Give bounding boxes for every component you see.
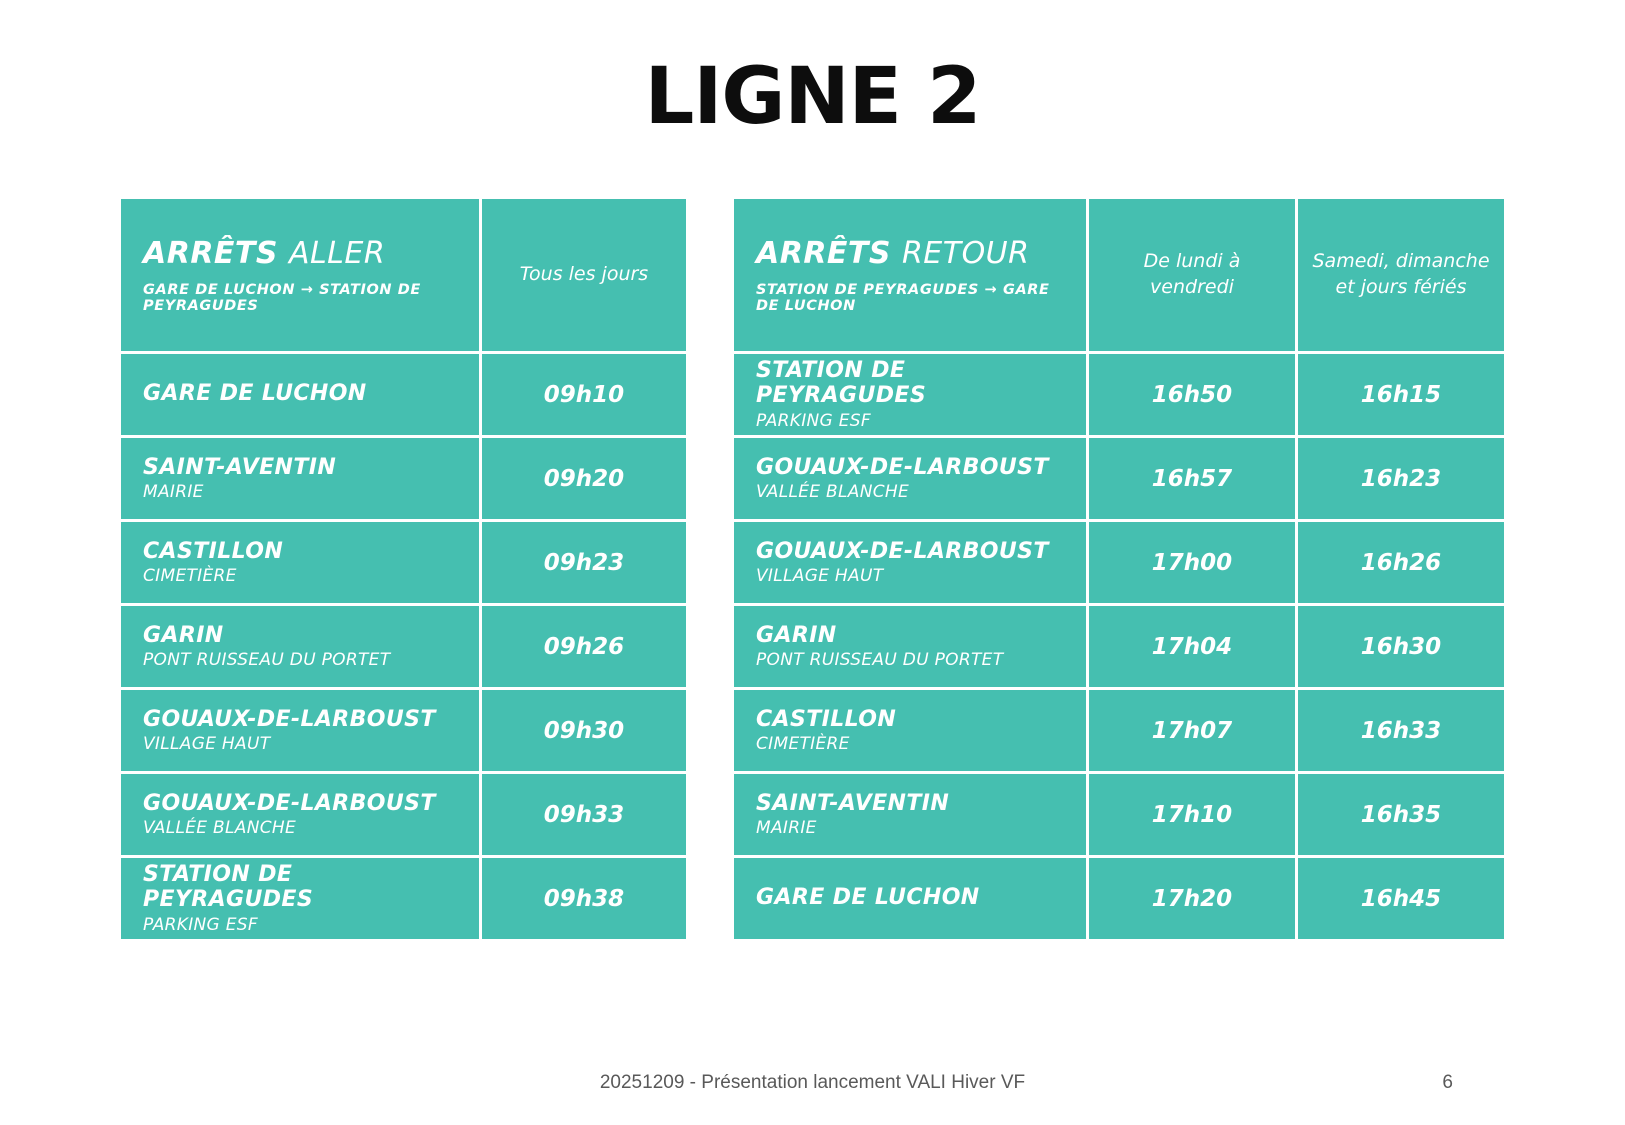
retour-time-column-header-weekend: Samedi, dimanche et jours fériés [1298, 199, 1504, 351]
stop-cell [734, 606, 1086, 687]
aller-header-title [143, 237, 457, 270]
table-row [734, 858, 1504, 939]
aller-header-subtitle: GARE DE LUCHON → STATION DE PEYRAGUDES [143, 281, 421, 314]
table-row [121, 690, 686, 771]
retour-header-cell [734, 199, 1086, 351]
page-number: 6 [1442, 1072, 1453, 1093]
table-row [734, 354, 1504, 435]
table-row [734, 438, 1504, 519]
schedule-table-retour [731, 196, 1507, 942]
stop-time-weekend: 16h15 [1298, 354, 1504, 435]
stop-name: STATION DE PEYRAGUDES [143, 862, 314, 913]
stop-name: GARE DE LUCHON [143, 380, 367, 406]
table-row [121, 522, 686, 603]
stop-detail: PONT RUISSEAU DU PORTET [756, 649, 1004, 670]
stop-time: 09h30 [482, 690, 686, 771]
page-title: LIGNE 2 [644, 52, 981, 142]
table-header-row [734, 199, 1504, 351]
stop-detail: CIMETIÈRE [143, 565, 237, 586]
aller-time-column-header: Tous les jours [482, 199, 686, 351]
stop-name: SAINT-AVENTIN [756, 790, 950, 816]
stop-cell [121, 858, 479, 939]
stop-detail: VILLAGE HAUT [143, 733, 271, 754]
table-row [121, 354, 686, 435]
stop-cell [121, 438, 479, 519]
stop-cell [734, 438, 1086, 519]
stop-time-weekday: 17h10 [1089, 774, 1295, 855]
table-row [734, 522, 1504, 603]
aller-header-title-bold: ARRÊTS [143, 235, 278, 271]
stop-time-weekend: 16h35 [1298, 774, 1504, 855]
stop-name: GARIN [756, 622, 837, 648]
stop-detail: MAIRIE [756, 817, 817, 838]
stop-time: 09h33 [482, 774, 686, 855]
stop-detail: VILLAGE HAUT [756, 565, 884, 586]
retour-header-title-light: RETOUR [901, 235, 1030, 271]
stop-detail: PARKING ESF [143, 914, 258, 935]
stop-time-weekday: 17h00 [1089, 522, 1295, 603]
tables-area [0, 196, 1625, 942]
aller-header-cell [121, 199, 479, 351]
stop-cell [734, 522, 1086, 603]
table-row [734, 774, 1504, 855]
aller-header-title-light: ALLER [288, 235, 386, 271]
stop-detail: VALLÉE BLANCHE [143, 817, 297, 838]
table-row [121, 606, 686, 687]
stop-cell [121, 690, 479, 771]
stop-name: CASTILLON [143, 538, 284, 564]
table-row [734, 606, 1504, 687]
stop-name: STATION DE PEYRAGUDES [756, 358, 927, 409]
stop-detail: PONT RUISSEAU DU PORTET [143, 649, 391, 670]
stop-time-weekday: 17h04 [1089, 606, 1295, 687]
stop-detail: MAIRIE [143, 481, 204, 502]
stop-time-weekend: 16h33 [1298, 690, 1504, 771]
stop-name: GOUAUX-DE-LARBOUST [143, 706, 436, 732]
stop-cell [734, 354, 1086, 435]
table-row [734, 690, 1504, 771]
stop-cell [121, 354, 479, 435]
footer-text: 20251209 - Présentation lancement VALI Hiver VF [599, 1072, 1026, 1093]
stop-time: 09h26 [482, 606, 686, 687]
stop-time-weekend: 16h45 [1298, 858, 1504, 939]
stop-time: 09h38 [482, 858, 686, 939]
stop-cell [734, 774, 1086, 855]
stop-time: 09h23 [482, 522, 686, 603]
stop-time: 09h20 [482, 438, 686, 519]
stop-time-weekend: 16h30 [1298, 606, 1504, 687]
table-header-row [121, 199, 686, 351]
stop-name: GARIN [143, 622, 224, 648]
stop-time-weekday: 17h07 [1089, 690, 1295, 771]
stop-detail: CIMETIÈRE [756, 733, 850, 754]
stop-time-weekend: 16h26 [1298, 522, 1504, 603]
stop-name: GOUAUX-DE-LARBOUST [756, 454, 1049, 480]
retour-time-column-header-weekday: De lundi à vendredi [1089, 199, 1295, 351]
retour-header-title-bold: ARRÊTS [756, 235, 891, 271]
stop-time-weekday: 17h20 [1089, 858, 1295, 939]
table-row [121, 438, 686, 519]
stop-name: GARE DE LUCHON [756, 884, 980, 910]
retour-header-subtitle: STATION DE PEYRAGUDES → GARE DE LUCHON [756, 281, 1050, 314]
table-row [121, 858, 686, 939]
stop-cell [734, 690, 1086, 771]
stop-time-weekday: 16h57 [1089, 438, 1295, 519]
stop-time: 09h10 [482, 354, 686, 435]
stop-cell [121, 774, 479, 855]
retour-header-title [756, 237, 1064, 270]
stop-name: SAINT-AVENTIN [143, 454, 337, 480]
table-row [121, 774, 686, 855]
stop-time-weekday: 16h50 [1089, 354, 1295, 435]
stop-time-weekend: 16h23 [1298, 438, 1504, 519]
stop-detail: VALLÉE BLANCHE [756, 481, 910, 502]
stop-cell [734, 858, 1086, 939]
stop-name: GOUAUX-DE-LARBOUST [143, 790, 436, 816]
schedule-table-aller [118, 196, 689, 942]
stop-cell [121, 522, 479, 603]
stop-detail: PARKING ESF [756, 410, 871, 431]
stop-cell [121, 606, 479, 687]
stop-name: CASTILLON [756, 706, 897, 732]
stop-name: GOUAUX-DE-LARBOUST [756, 538, 1049, 564]
